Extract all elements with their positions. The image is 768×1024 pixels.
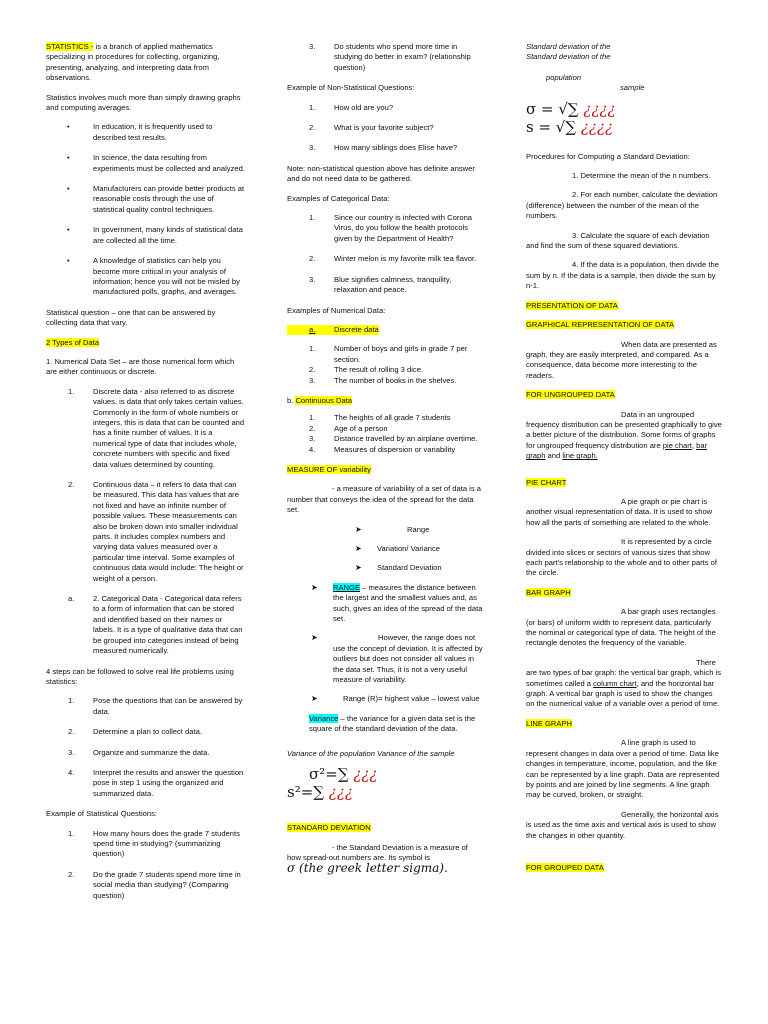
list-number: a. <box>68 594 75 604</box>
sd-text: - the Standard Deviation is a measure of how spread-out numbers are. Its symbol is <box>287 842 468 862</box>
example-item <box>287 424 483 434</box>
bullet-text: A knowledge of statistics can help you become more critical in your analysis of information; hence you will not be misled by manufactured polls, graphs, and averages. <box>93 256 240 297</box>
numerical-set-def: 1. Numerical Data Set – are those numerical form which are either continuous or discrete. <box>46 356 235 377</box>
measures-list <box>287 525 483 574</box>
pie-text-1: A pie graph or pie chart is another visual representation of data. It is used to show how all the parts of something are related to the whole. <box>526 496 713 527</box>
arrow-icon: ➤ <box>311 633 318 643</box>
variance-pop-formula: σ²=∑ ¿¿¿ <box>309 765 378 784</box>
list-text: Blue signifies calmness, tranquility, relaxation and peace. <box>334 274 452 295</box>
list-text: Interpret the results and answer the question pose in step 1 using the organized and summarized data. <box>93 767 244 798</box>
measure-item <box>287 525 483 535</box>
statistics-definition: STATISTICS - is a branch of applied mathematics specializing in procedures for collecting, organizing, presenting, analyzing, and interpreting data from observations. <box>46 42 220 83</box>
procedure-list <box>526 171 722 292</box>
categorical-list <box>287 213 483 295</box>
sd-heading: STANDARD DEVIATION <box>287 823 371 833</box>
list-number: 1. <box>309 213 316 223</box>
list-number: 2. <box>309 123 316 133</box>
list-text: Age of a person <box>334 423 388 433</box>
list-text: Distance travelled by an airplane overtime. <box>334 434 478 444</box>
procedure-heading: Procedures for Computing a Standard Deviation: <box>526 151 690 161</box>
variance-def: Variance – the variance for a given data set is the square of the standard deviation of the data. <box>309 713 476 734</box>
example-item <box>287 254 483 264</box>
list-text: What is your favorite subject? <box>334 123 434 133</box>
ungrouped-text: Data in an ungrouped frequency distribution can be presented graphically to give a better picture of the distribution. Some forms of graphs for ungrouped frequency distribution are pie chart, bar graph and line graph. <box>526 409 722 461</box>
procedure-step: 3. Calculate the square of each deviation and find the sum of these squared deviations. <box>526 230 710 251</box>
pop-caption: population <box>546 72 582 82</box>
statistics-label: STATISTICS - <box>46 42 94 51</box>
bullet-icon: • <box>67 184 70 194</box>
steps-intro: 4 steps can be followed to solve real life problems using statistics: <box>46 666 234 686</box>
bullet-icon: • <box>67 153 70 163</box>
steps-list <box>46 696 246 799</box>
example-item <box>287 376 483 386</box>
bullet-item <box>46 225 246 246</box>
list-text: How many hours does the grade 7 students spend time in studying? (summarizing question) <box>93 828 240 859</box>
question-item <box>287 103 483 113</box>
list-text: Number of boys and girls in grade 7 per section. <box>334 344 468 364</box>
numerical-ex-heading: Examples of Numerical Data: <box>287 305 386 315</box>
procedure-step: 4. If the data is a population, then divide the sum by n. If the data is a sample, then divide the sum by n-1. <box>526 260 719 291</box>
data-type-item <box>46 594 246 656</box>
measure-item <box>287 563 483 573</box>
example-item <box>287 413 483 423</box>
list-number: 1. <box>309 102 316 112</box>
bullet-item <box>46 184 246 215</box>
line-text-2: Generally, the horizontal axis is used as the time axis and vertical axis is used to show the changes in other quantity. <box>526 809 719 840</box>
types-heading: 2 Types of Data <box>46 337 100 347</box>
bullet-icon: • <box>67 225 70 235</box>
categorical-heading: Examples of Categorical Data: <box>287 193 390 203</box>
graphical-text: When data are presented as graph, they are easily interpreted, and compared. As a consequence, data become more interesting to the readers. <box>526 339 717 380</box>
bullet-icon: • <box>67 122 70 132</box>
grouped-heading: FOR GROUPED DATA <box>526 862 604 872</box>
list-text: Pose the questions that can be answered by data. <box>93 696 243 716</box>
step-item <box>46 768 246 799</box>
arrow-icon: ➤ <box>311 694 318 704</box>
list-number: 4. <box>68 767 75 777</box>
note: Note: non-statistical question above has definite answer and do not need data to be gathered. <box>287 163 475 184</box>
bar-text-1: A bar graph uses rectangles (or bars) of uniform width to represent data, particularly the nominal or categorical type of data. The height of the rectangle denotes the frequency of the variable. <box>526 607 716 648</box>
list-number: 1. <box>309 344 316 354</box>
pie-text-2: It is represented by a circle divided into slices or sectors of various sizes that show each part's relationship to the whole and to other parts of the circle. <box>526 537 717 578</box>
measure-label: Standard Deviation <box>377 563 442 573</box>
statistical-question-def: Statistical question – one that can be answered by collecting data that vary. <box>46 307 216 328</box>
data-type-item <box>46 387 246 470</box>
data-types-list <box>46 387 246 657</box>
stat-questions-list <box>46 829 246 901</box>
step-item <box>46 696 246 717</box>
step-item <box>46 748 246 758</box>
list-text: Winter melon is my favorite milk tea flavor. <box>334 254 477 264</box>
line-heading: LINE GRAPH <box>526 718 572 728</box>
arrow-icon: ➤ <box>355 544 362 553</box>
list-number: 1. <box>68 828 75 838</box>
list-number: 3. <box>309 375 316 385</box>
procedure-step: 2. For each number, calculate the deviation (difference) between the number of the mean of the numbers. <box>526 190 718 221</box>
list-number: 3. <box>68 747 75 757</box>
discrete-subheading: a. Discrete data <box>287 325 483 335</box>
bullet-text: Manufacturers can provide better products at reasonable costs through the use of statistical quality control techniques. <box>93 184 245 214</box>
sd-caption-2: Standard deviation of the <box>526 52 611 62</box>
bar-heading: BAR GRAPH <box>526 587 571 597</box>
bullet-item <box>46 256 246 298</box>
discrete-list <box>287 344 483 386</box>
list-number: 3. <box>309 42 316 51</box>
nonstat-list <box>287 103 483 154</box>
bullet-item <box>46 153 246 174</box>
list-text: Measures of dispersion or variability <box>334 444 456 454</box>
list-text: The number of books in the shelves. <box>334 375 457 385</box>
step-item <box>46 727 246 737</box>
list-text: How many siblings does Elise have? <box>334 143 458 153</box>
list-number: 1. <box>68 696 75 706</box>
question-item <box>46 829 246 860</box>
list-text: 2. Categorical Data - Categorical data refers to a form of information that can be stored and identified based on their names or labels. It is a type of qualitative data that can be grouped into categories instead of being measured numerically. <box>93 594 243 656</box>
question-item <box>287 42 483 73</box>
stat-questions-heading: Example of Statistical Questions: <box>46 809 158 819</box>
bullet-icon: • <box>67 256 70 266</box>
ungrouped-heading: FOR UNGROUPED DATA <box>526 390 615 400</box>
list-number: 2. <box>68 869 75 879</box>
bar-text-2: There are two types of bar graph: the vertical bar graph, which is sometimes called a column chart, and the horizontal bar graph. A vertical bar graph is used to show the changes on the numerical value of a variable over a period of time. <box>526 657 722 709</box>
example-item <box>287 365 483 375</box>
list-number: 4. <box>309 444 316 454</box>
arrow-icon: ➤ <box>311 582 318 592</box>
stat-question-3 <box>287 42 483 73</box>
question-item <box>287 143 483 153</box>
range-def: ➤ RANGE – measures the distance between the largest and the smallest values and, as such, gives an idea of the spread of the data set. ➤ However, the range does not use the concept of deviation. It is affected by outliers but does not consider all values in the data set. Thus, it is not a very useful measure of variability. ➤ Range (R)= highest value – lowest value <box>287 583 483 705</box>
continuous-subheading: b. Continuous Data <box>287 395 353 405</box>
pie-heading: PIE CHART <box>526 477 567 487</box>
list-text: The result of rolling 3 dice. <box>334 365 424 375</box>
sd-sample-formula: s = √∑ ¿¿¿¿ <box>526 117 614 136</box>
list-number: 3. <box>309 274 316 284</box>
sd-pop-formula: σ = √∑ ¿¿¿¿ <box>526 99 616 118</box>
example-item <box>287 434 483 444</box>
uses-bullet-list <box>46 122 246 297</box>
question-item <box>46 870 246 901</box>
data-type-item <box>46 480 246 584</box>
presentation-heading: PRESENTATION OF DATA <box>526 300 618 310</box>
nonstat-heading: Example of Non-Statistical Questions: <box>287 83 415 93</box>
list-text: Organize and summarize the data. <box>93 747 210 757</box>
bullet-text: In government, many kinds of statistical data are collected all the time. <box>93 225 243 245</box>
arrow-icon: ➤ <box>355 524 362 534</box>
measure-heading: MEASURE OF variability <box>287 464 371 474</box>
list-number: 3. <box>309 143 316 153</box>
example-item <box>287 344 483 365</box>
list-text: Continuous data – it refers to data that can be measured. This data has values that are not fixed and have an infinite number of possible values. These measurements can also be broken down into smaller individual parts. It includes complex numbers and varying data values measured over a particular time interval. Some examples of continuous data would include: The height or weight of a person. <box>93 480 244 583</box>
bullet-text: In education, it is frequently used to described test results. <box>93 122 213 142</box>
list-number: 3. <box>309 434 316 444</box>
list-number: 2. <box>309 423 316 433</box>
example-item <box>287 213 483 244</box>
example-item <box>287 275 483 296</box>
list-number: 2. <box>68 480 75 489</box>
bullet-text: In science, the data resulting from experiments must be collected and analyzed. <box>93 153 245 173</box>
measure-item <box>287 544 483 554</box>
sigma-symbol: σ (the greek letter sigma). <box>287 861 448 876</box>
column-2 <box>287 42 483 874</box>
measure-label: Range <box>407 524 430 534</box>
list-number: 1. <box>68 386 75 396</box>
question-item <box>287 123 483 133</box>
list-text: Determine a plan to collect data. <box>93 727 202 737</box>
graphical-heading: GRAPHICAL REPRESENTATION OF DATA <box>526 320 675 330</box>
bullet-item <box>46 122 246 143</box>
list-number: 2. <box>309 254 316 264</box>
list-text: Do the grade 7 students spend more time in social media than studying? (Comparing question) <box>93 869 241 900</box>
column-3 <box>526 42 722 882</box>
list-number: 2. <box>309 365 316 375</box>
list-number: 1. <box>309 413 316 423</box>
variance-sample-formula: s²=∑ ¿¿¿ <box>287 783 353 802</box>
list-text: Since our country is infected with Corona Virus, do you follow the health protocols given by the Department of Health? <box>334 213 473 243</box>
line-text-1: A line graph is used to represent changes in data over a period of time. Data like changes in temperature, income, population, and the like can be represented by a line graph. Data are represented by points and are joined by line segments. A line graph may be curved, broken, or straight. <box>526 738 720 800</box>
example-item <box>287 445 483 455</box>
sample-caption: sample <box>620 83 645 93</box>
procedure-step: 1. Determine the mean of the n numbers. <box>572 171 711 181</box>
arrow-icon: ➤ <box>355 563 362 573</box>
continuous-list <box>287 413 483 455</box>
measure-label: Variation/ Variance <box>377 544 441 553</box>
list-text: Do students who spend more time in studying do better in exam? (relationship question) <box>334 42 471 72</box>
sd-caption-1: Standard deviation of the <box>526 42 611 51</box>
list-text: Discrete data - also referred to as discrete values, is data that only takes certain values. Commonly in the form of whole numbers or integers, this is data that can be counted and has a finite number of values. It is a numerical type of data that includes whole, concrete numbers with specific and fixed data values determined by counting. <box>93 386 245 469</box>
measure-text: - a measure of variability of a set of data is a number that conveys the idea of the spread for the data set. <box>287 484 481 515</box>
variance-caption: Variance of the population Variance of the sample <box>287 748 455 758</box>
list-number: 2. <box>68 727 75 737</box>
list-text: The heights of all grade 7 students <box>334 413 451 423</box>
column-1 <box>46 42 246 911</box>
list-text: How old are you? <box>334 102 394 112</box>
statistics-involves: Statistics involves much more than simply drawing graphs and computing averages. <box>46 92 241 113</box>
